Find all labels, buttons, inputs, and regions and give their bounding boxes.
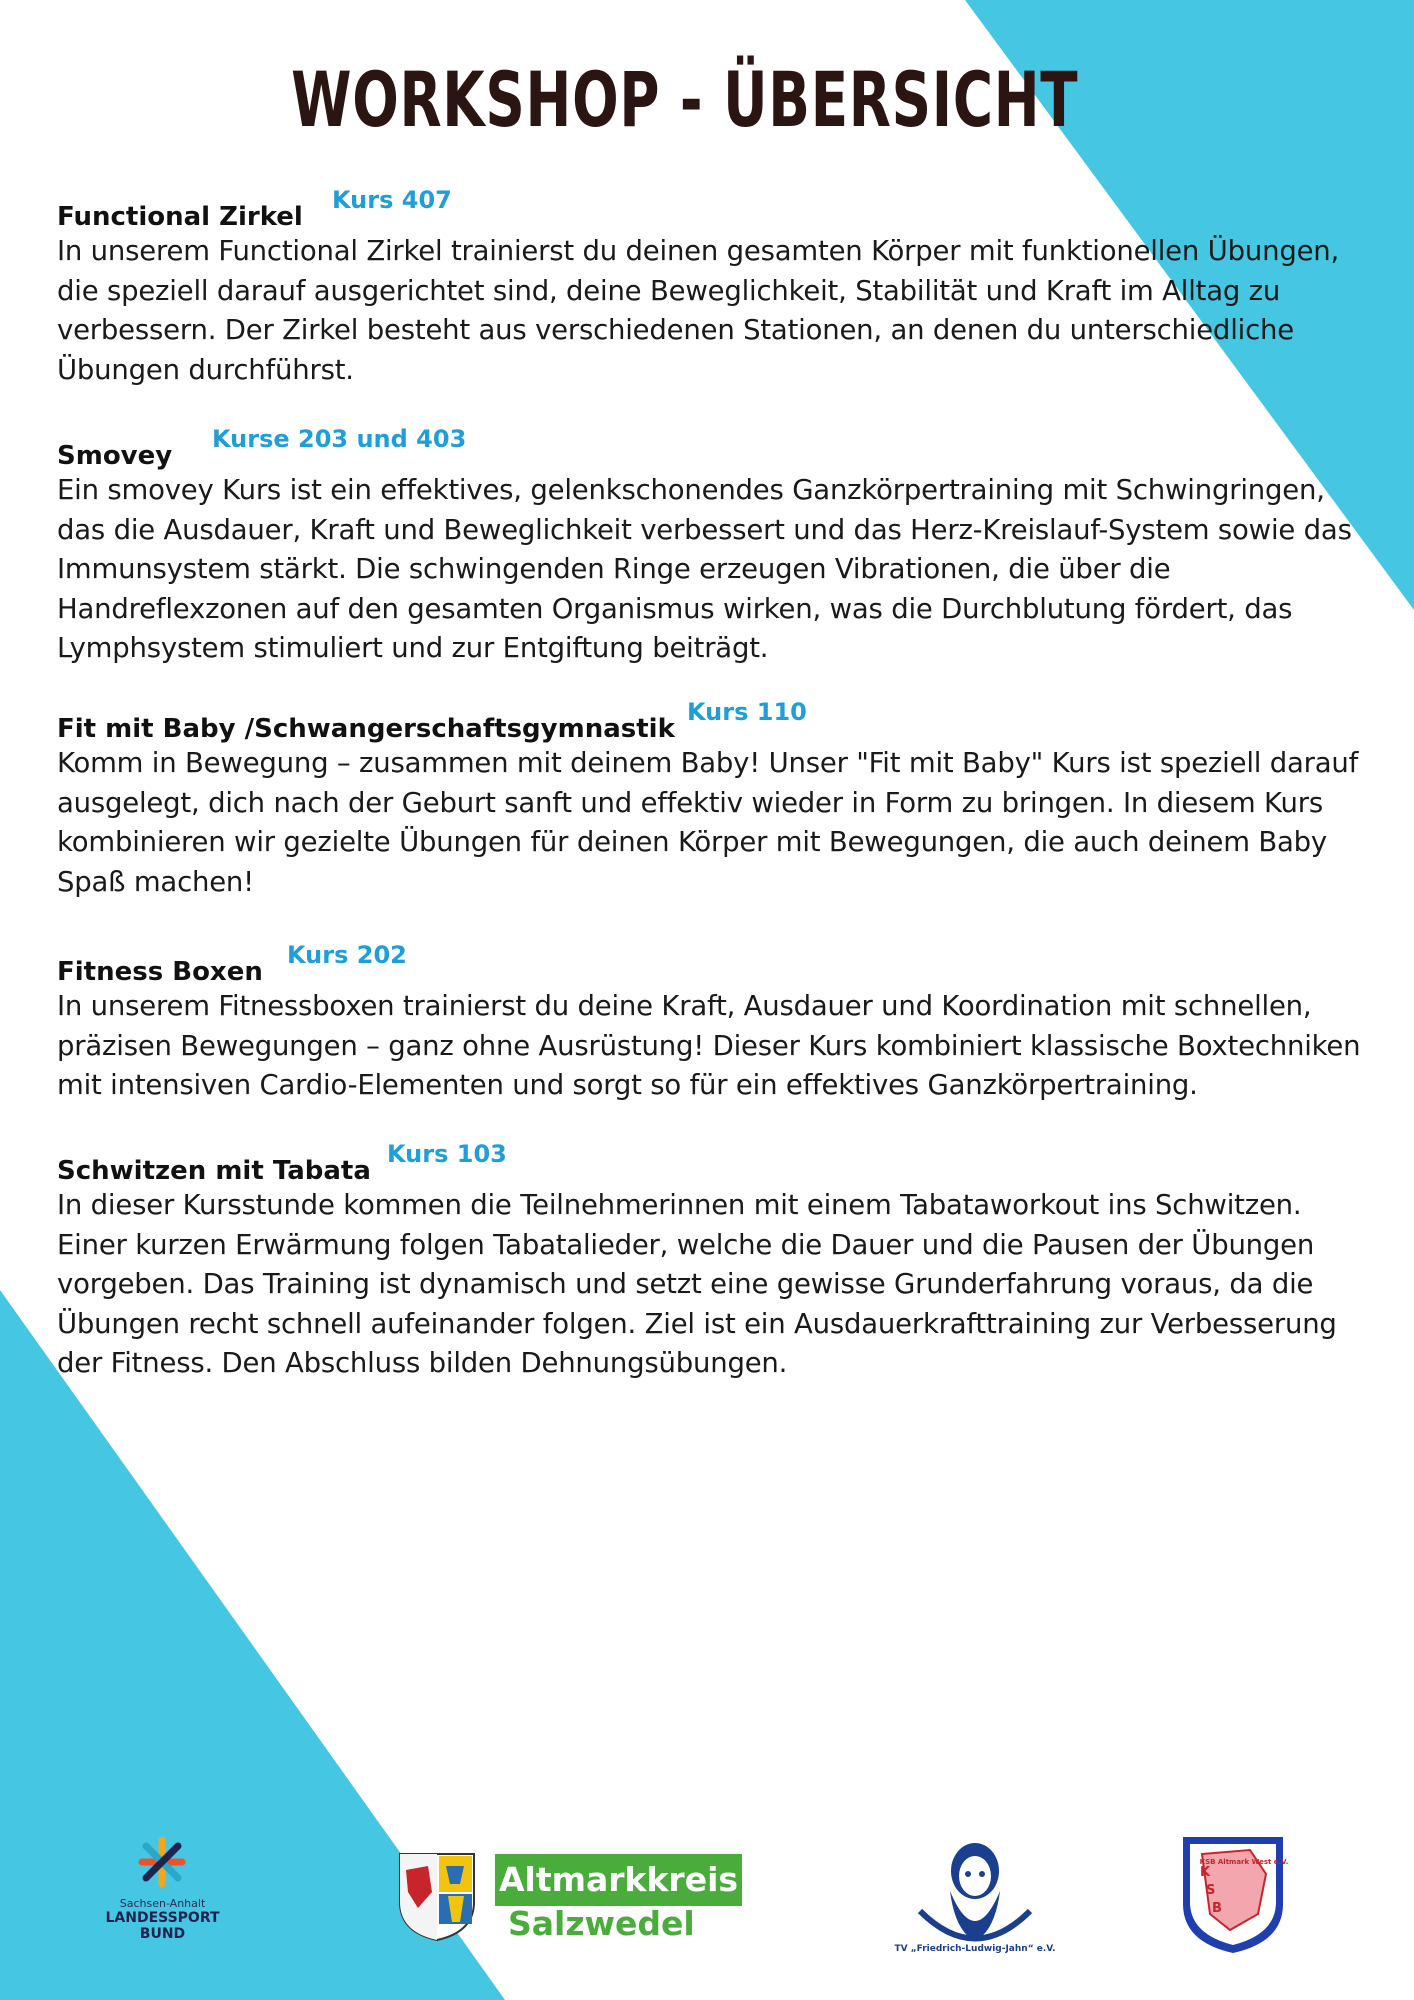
- course-label: Kurs 407: [332, 186, 452, 214]
- svg-text:S: S: [1206, 1883, 1216, 1898]
- section-header: [57, 425, 1377, 471]
- page-title: WORKSHOP - ÜBERSICHT: [291, 55, 1079, 144]
- section-title: Smovey: [57, 441, 173, 471]
- section-header: [57, 186, 1377, 232]
- coat-of-arms-icon: [398, 1852, 476, 1942]
- course-label: Kurs 110: [687, 698, 807, 726]
- section-title: Functional Zirkel: [57, 202, 303, 232]
- section-description: In unserem Fitnessboxen trainierst du deine Kraft, Ausdauer und Koordination mit schnellen, präzisen Bewegungen – ganz ohne Ausrüstung! Dieser Kurs kombiniert klassische Boxtechniken mit intensiven Cardio-Elementen und sorgt so für ein effektives Ganzkörpertraining.: [57, 990, 1361, 1101]
- altmarkkreis-logo: Altmarkkreis: [495, 1854, 742, 1906]
- landessportbund-logo: [95, 1897, 230, 1942]
- section-schwitzen-mit-tabata: [57, 1140, 1377, 1384]
- section-header: [57, 941, 1377, 987]
- lsb-line1: Sachsen-Anhalt: [119, 1897, 206, 1910]
- section-title: Schwitzen mit Tabata: [57, 1156, 371, 1186]
- section-title: Fitness Boxen: [57, 957, 263, 987]
- svg-text:B: B: [1212, 1901, 1222, 1916]
- jahn-portrait-icon: [894, 1836, 1056, 1956]
- section-fit-mit-baby: [57, 698, 1377, 902]
- course-label: Kurs 202: [287, 941, 407, 969]
- section-fitness-boxen: [57, 941, 1377, 1106]
- section-title: Fit mit Baby /Schwangerschaftsgymnastik: [57, 714, 675, 744]
- ksb-shield-icon: [1180, 1834, 1289, 1956]
- section-description: In unserem Functional Zirkel trainierst du deinen gesamten Körper mit funktionellen Übungen, die speziell darauf ausgerichtet sind, deine Beweglichkeit, Stabilität und Kraft im Alltag zu verbessern. Der Zirkel besteht aus verschiedenen Stationen, an denen du unterschiedliche Übungen durchführst.: [57, 235, 1340, 386]
- ksb-logo-text: KSB Altmark West e.V.: [1199, 1858, 1289, 1866]
- section-description: Komm in Bewegung – zusammen mit deinem Baby! Unser "Fit mit Baby" Kurs ist speziell darauf ausgelegt, dich nach der Geburt sanft und effektiv wieder in Form zu bringen. In diesem Kurs kombinieren wir gezielte Übungen für deinen Körper mit Bewegungen, die auch deinem Baby Spaß machen!: [57, 747, 1359, 898]
- altmarkkreis-logo-sub: Salzwedel: [508, 1904, 695, 1943]
- lsb-line2: LANDESSPORT: [105, 1910, 220, 1926]
- section-header: [57, 1140, 1377, 1186]
- section-header: [57, 698, 1377, 744]
- course-label: Kurs 103: [387, 1140, 507, 1168]
- course-label: Kurse 203 und 403: [212, 425, 467, 453]
- section-description: Ein smovey Kurs ist ein effektives, gelenkschonendes Ganzkörpertraining mit Schwingringen, das die Ausdauer, Kraft und Beweglichkeit verbessert und das Herz-Kreislauf-System sowie das Immunsystem stärkt. Die schwingenden Ringe erzeugen Vibrationen, die über die Handreflexzonen auf den gesamten Organismus wirken, was die Durchblutung fördert, das Lymphsystem stimuliert und zur Entgiftung beiträgt.: [57, 474, 1352, 664]
- section-functional-zirkel: [57, 186, 1377, 390]
- lsb-line3: BUND: [139, 1926, 186, 1942]
- landessportbund-logo-icon: [132, 1832, 192, 1892]
- svg-text:K: K: [1200, 1865, 1211, 1880]
- section-description: In dieser Kursstunde kommen die Teilnehmerinnen mit einem Tabataworkout ins Schwitzen. Einer kurzen Erwärmung folgen Tabatalieder, welche die Dauer und die Pausen der Übungen vorgeben. Das Training ist dynamisch und setzt eine gewisse Grunderfahrung voraus, da die Übungen recht schnell aufeinander folgen. Ziel ist ein Ausdauerkrafttraining zur Verbesserung der Fitness. Den Abschluss bilden Dehnungsübungen.: [57, 1189, 1337, 1379]
- jahn-logo-text: TV „Friedrich-Ludwig-Jahn“ e.V.: [894, 1944, 1056, 1954]
- section-smovey: [57, 425, 1377, 669]
